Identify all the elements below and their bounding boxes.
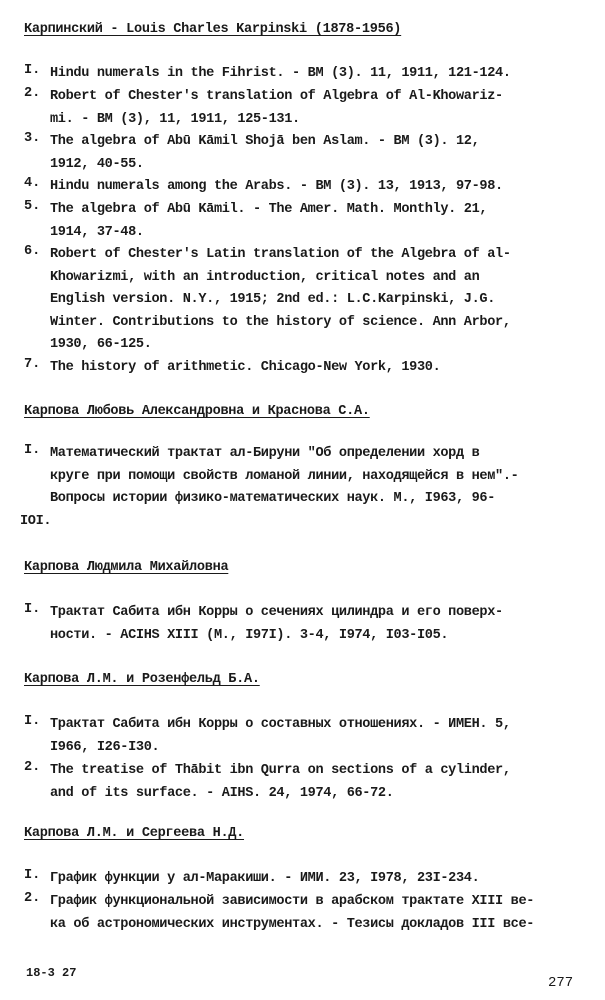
entry-line: English version. N.Y., 1915; 2nd ed.: L.C.Karpinski, J.G. xyxy=(50,292,496,307)
entry-line: Hindu numerals among the Arabs. - BM (3). 13, 1913, 97-98. xyxy=(50,179,503,194)
bibliography-entry xyxy=(24,63,594,86)
entry-number: 2. xyxy=(24,891,41,906)
printer-signature: 18-3 27 xyxy=(26,966,77,980)
entry-number: 7. xyxy=(24,357,41,372)
entry-number: I. xyxy=(24,63,41,78)
entry-number: 6. xyxy=(24,244,41,259)
bibliography-entry xyxy=(24,131,594,176)
bibliography-entry xyxy=(24,760,594,805)
entry-line: 1914, 37-48. xyxy=(50,224,144,240)
entry-line: and of its surface. - AIHS. 24, 1974, 66-72. xyxy=(50,785,394,801)
entry-line: Вопросы истории физико-математических наук. М., I963, 96- xyxy=(50,491,496,506)
entry-line: График функции у ал-Маракиши. - ИМИ. 23, I978, 23I-234. xyxy=(50,871,480,886)
entry-line: 1912, 40-55. xyxy=(50,156,144,172)
entry-number: I. xyxy=(24,602,41,617)
entry-line: Winter. Contributions to the history of science. Ann Arbor, xyxy=(50,314,511,330)
bibliography-entry xyxy=(24,176,594,199)
entry-line: The algebra of Abū Kāmil Shojā ben Aslam. - BM (3). 12, xyxy=(50,134,480,149)
entry-line: Трактат Сабита ибн Корры о сечениях цилиндра и его поверх- xyxy=(50,605,503,620)
entry-line: ности. - ACIHS XIII (М., I97I). 3-4, I974, I03-I05. xyxy=(50,627,449,643)
entry-line: Robert of Chester's translation of Algebra of Al-Khowariz- xyxy=(50,89,503,104)
entry-line: График функциональной зависимости в арабском трактате XIII ве- xyxy=(50,894,535,909)
entry-line: The history of arithmetic. Chicago-New York, 1930. xyxy=(50,360,441,375)
entry-line: Математический трактат ал-Бируни "Об определении хорд в xyxy=(50,446,480,461)
entry-number: 5. xyxy=(24,199,41,214)
entry-line: Robert of Chester's Latin translation of the Algebra of al- xyxy=(50,247,511,262)
section-heading-karpova-sergeeva: Карпова Л.М. и Сергеева Н.Д. xyxy=(24,826,245,841)
section-heading-karpova-lm: Карпова Людмила Михайловна xyxy=(24,560,229,575)
entry-line: The treatise of Thābit ibn Qurra on sections of a cylinder, xyxy=(50,763,511,778)
entry-number: 3. xyxy=(24,131,41,146)
bibliography-entry xyxy=(20,443,594,533)
entry-number: I. xyxy=(24,443,41,458)
page-number: 277 xyxy=(548,975,574,991)
bibliography-entry xyxy=(24,86,594,131)
bibliography-entry xyxy=(24,714,594,759)
entry-line: Hindu numerals in the Fihrist. - BM (3). 11, 1911, 121-124. xyxy=(50,66,511,81)
entry-line: Трактат Сабита ибн Корры о составных отношениях. - ИМЕН. 5, xyxy=(50,717,511,732)
bibliography-entry xyxy=(24,199,594,244)
entry-number: 4. xyxy=(24,176,41,191)
entry-number: 2. xyxy=(24,760,41,775)
entry-line: ка об астрономических инструментах. - Тезисы докладов III все- xyxy=(50,916,535,932)
entry-line: The algebra of Abū Kāmil. - The Amer. Math. Monthly. 21, xyxy=(50,202,488,217)
bibliography-entry xyxy=(24,357,594,380)
bibliography-entry xyxy=(24,868,594,891)
entry-line: круге при помощи свойств ломаной линии, находящейся в нем".- xyxy=(50,468,519,484)
entry-number: 2. xyxy=(24,86,41,101)
bibliography-entry xyxy=(24,891,594,936)
entry-line: 1930, 66-125. xyxy=(50,337,152,352)
entry-line: I966, I26-I30. xyxy=(50,739,160,755)
section-heading-karpova-krasnova: Карпова Любовь Александровна и Краснова С.А. xyxy=(24,404,370,419)
entry-number: I. xyxy=(24,714,41,729)
section-heading-karpinski: Карпинский - Louis Charles Karpinski (1878-1956) xyxy=(24,22,402,37)
entry-line: Khowarizmi, with an introduction, critical notes and an xyxy=(50,269,480,285)
bibliography-entry xyxy=(24,602,594,647)
entry-line: mi. - BM (3), 11, 1911, 125-131. xyxy=(50,111,300,127)
entry-number: I. xyxy=(24,868,41,883)
section-heading-karpova-rosenfeld: Карпова Л.М. и Розенфельд Б.А. xyxy=(24,672,260,687)
entry-line: IOI. xyxy=(20,513,52,529)
bibliography-entry xyxy=(24,244,594,357)
